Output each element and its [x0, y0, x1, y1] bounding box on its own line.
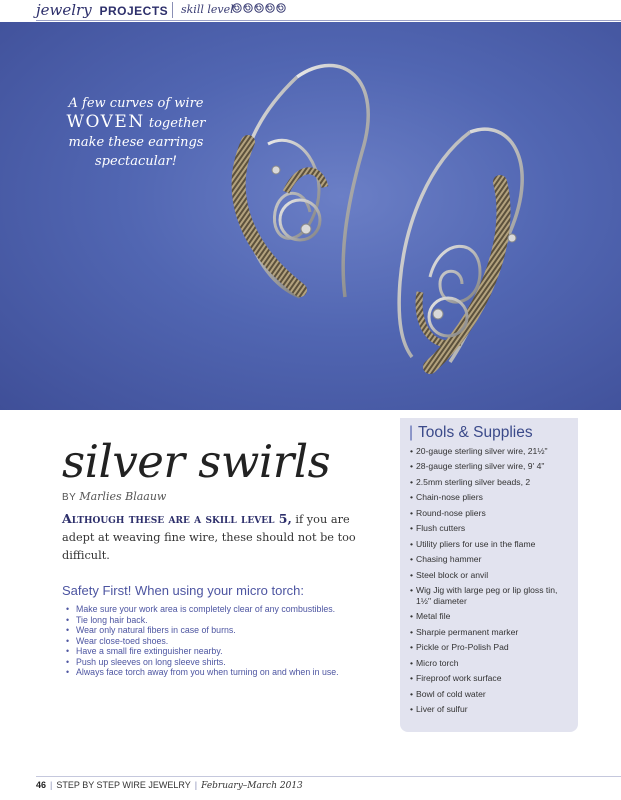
page-number: 46 [36, 780, 47, 790]
section-label-italic: jewelry [36, 1, 92, 19]
tools-list [400, 446, 578, 720]
list-item: • Fireproof work surface [410, 673, 572, 684]
list-item: • Steel block or anvil [410, 570, 572, 581]
page-header [0, 0, 621, 22]
list-item: • Metal file [410, 611, 572, 622]
intro-lead: Although these are a skill level 5, [62, 511, 292, 526]
list-item: • Chasing hammer [410, 554, 572, 565]
list-item: • Chain-nose pliers [410, 492, 572, 503]
list-item: • Bowl of cold water [410, 689, 572, 700]
spiral-icon [265, 3, 275, 13]
footer-separator: | [194, 780, 198, 790]
list-item: • Make sure your work area is completely clear of any combustibles. [76, 604, 376, 615]
section-label [36, 1, 168, 19]
list-item: • Always face torch away from you when turning on and when in use. [76, 667, 376, 678]
pull-quote-line2: together [148, 116, 206, 131]
list-item: • Wig Jig with large peg or lip gloss tin, 1½" diameter [410, 585, 572, 606]
safety-heading: Safety First! When using your micro torch: [62, 583, 305, 598]
spiral-icon [276, 3, 286, 13]
safety-list [62, 604, 376, 678]
intro-paragraph [62, 510, 362, 565]
section-label-bold: PROJECTS [99, 4, 169, 18]
byline [62, 490, 166, 503]
list-item: • 2.5mm sterling silver beads, 2 [410, 477, 572, 488]
list-item: • 20-gauge sterling silver wire, 21½" [410, 446, 572, 457]
right-earring [399, 129, 522, 367]
skill-level-rating [232, 3, 286, 13]
list-item: • Sharpie permanent marker [410, 627, 572, 638]
list-item: • Micro torch [410, 658, 572, 669]
intro-rest: if you are adept at weaving fine wire, these should not be too difficult. [62, 513, 356, 562]
header-rule [36, 20, 621, 21]
pull-quote-line4: spectacular! [95, 154, 177, 169]
list-item: • Round-nose pliers [410, 508, 572, 519]
heading-bar: | [409, 424, 414, 441]
pull-quote [56, 94, 216, 171]
pull-quote-line1: A few curves of wire [68, 96, 204, 111]
list-item: • Tie long hair back. [76, 615, 376, 626]
magazine-name: STEP BY STEP WIRE JEWELRY [56, 780, 191, 790]
earrings-illustration [0, 22, 621, 410]
issue-date: February–March 2013 [201, 781, 303, 791]
list-item: • Have a small fire extinguisher nearby. [76, 646, 376, 657]
list-item: • Wear only natural fibers in case of burns. [76, 625, 376, 636]
skill-level-label: skill level [181, 3, 234, 16]
pull-quote-line3: make these earrings [68, 135, 204, 150]
tools-heading [409, 424, 533, 442]
byline-by: BY [62, 492, 77, 503]
spiral-icon [232, 3, 242, 13]
left-earring [239, 66, 369, 297]
header-divider [172, 2, 173, 18]
tools-supplies-box [400, 418, 578, 732]
earrings-photo [0, 22, 621, 410]
list-item: • 28-gauge sterling silver wire, 9' 4" [410, 461, 572, 472]
page-footer [36, 780, 303, 791]
tools-heading-text: Tools & Supplies [418, 424, 533, 441]
footer-separator: | [50, 780, 53, 790]
list-item: • Pickle or Pro-Polish Pad [410, 642, 572, 653]
list-item: • Flush cutters [410, 523, 572, 534]
article-title: silver swirls [62, 435, 331, 488]
spiral-icon [243, 3, 253, 13]
pull-quote-emphasis: WOVEN [66, 112, 145, 132]
spiral-icon [254, 3, 264, 13]
list-item: • Push up sleeves on long sleeve shirts. [76, 657, 376, 668]
list-item: • Utility pliers for use in the flame [410, 539, 572, 550]
author-name: Marlies Blaauw [79, 490, 167, 503]
list-item: • Liver of sulfur [410, 704, 572, 715]
footer-rule [36, 776, 621, 777]
list-item: • Wear close-toed shoes. [76, 636, 376, 647]
